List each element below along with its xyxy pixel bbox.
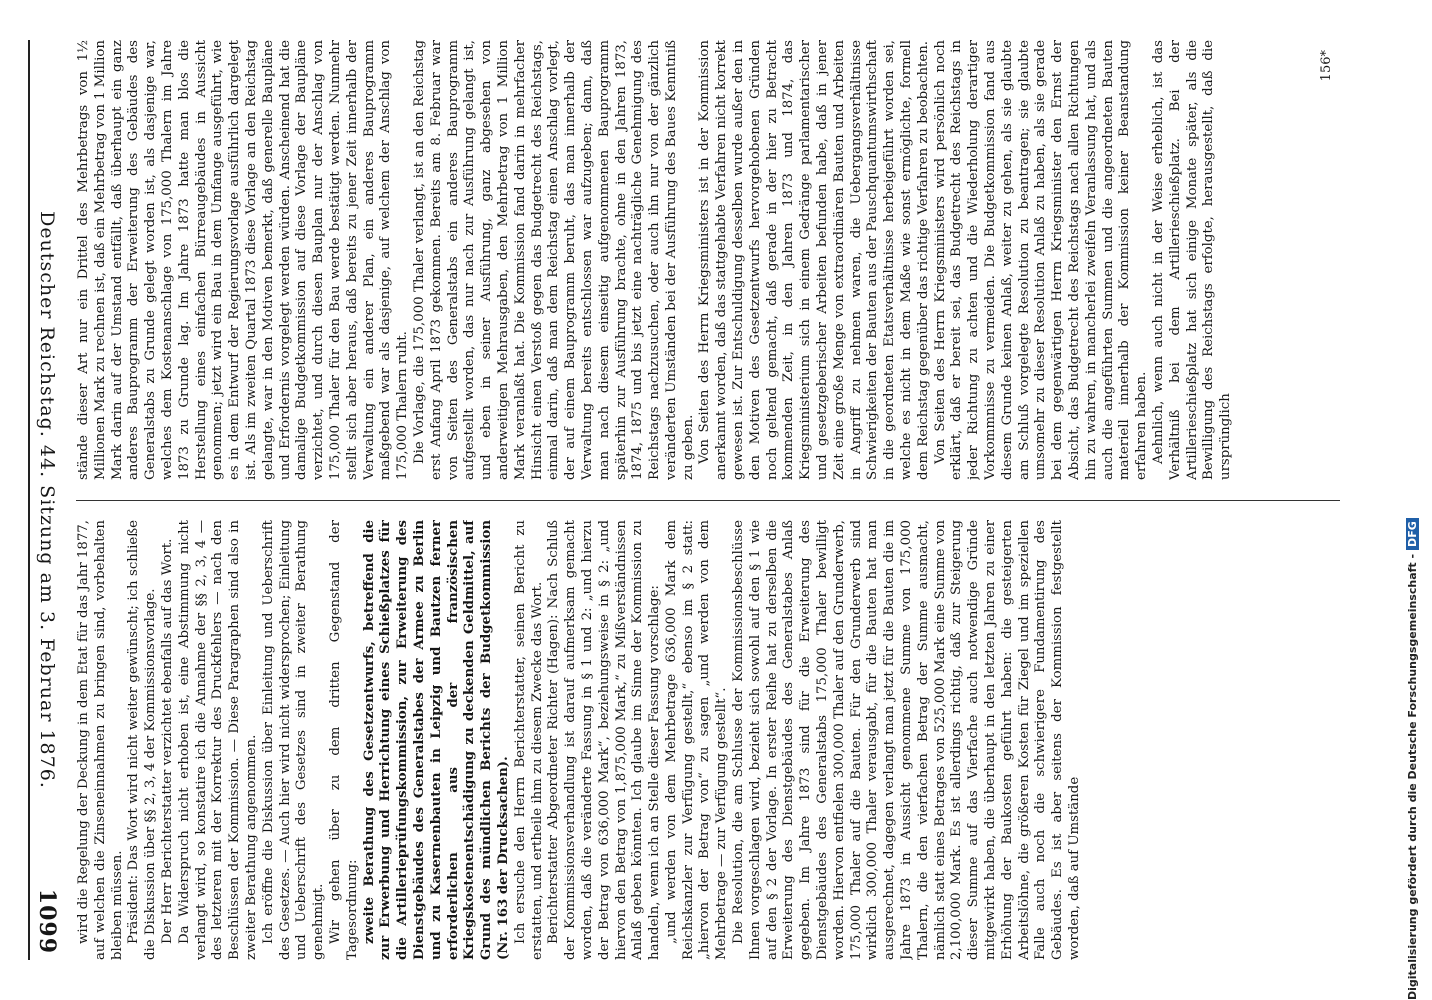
right-column: [76, 40, 1340, 480]
right-paragraph-3: Von Seiten des Herrn Kriegsministers ist in der Kommission anerkannt worden, daß das stattgehabte Verfahren nicht korrekt gewesen ist. Zur Entschuldigung desselben wurde außer den in den Motiven des Gesetzentwurfs hervorgehobenen Gründen noch geltend gemacht, daß gerade in der hier zu Betracht kommenden Zeit, in den Jahren 1873 und 1874, das Kriegsministerium sich in einem Gedränge parlamentarischer und gesetzgeberischer Arbeiten befunden habe, daß in jener Zeit eine große Menge von extraordinären Bauten und Arbeiten in Angriff zu nehmen waren, die Uebergangsverhältnisse Schwierigkeiten der Bauten aus der Pauschquantumswirthschaft in die geordneten Etatsverhältnisse herbeigeführt worden sei, welche es nicht in dem Maße wie sonst ermöglichte, formell dem Reichstag gegenüber das richtige Verfahren zu beobachten.: [697, 40, 931, 480]
digitization-note: Digitalisierung gefördert durch die Deutsche Forschungsgemeinschaft -: [1406, 553, 1419, 1000]
left-paragraph-2: Präsident: Das Wort wird nicht weiter gewünscht; ich schließe die Diskussion über §§ 2, 3, 4 der Kommissionsvorlage.: [126, 520, 159, 960]
page-header: [28, 40, 60, 960]
column-divider: [76, 500, 1340, 501]
right-paragraph-5: Aehnlich, wenn auch nicht in der Weise erheblich, ist das Verhältniß bei dem Artillerieschießplatz. Bei der Artillerieschießplatz hat sich einige Monate später, als die Bewilligung des Reichstags erfolgte, herausgestellt, daß die ursprünglich: [1151, 40, 1234, 480]
digitization-credit: [1406, 518, 1419, 1000]
running-title: Deutscher Reichstag. 44. Sitzung am 3. Februar 1876.: [36, 211, 58, 789]
left-paragraph-8: Ich ersuche den Herrn Berichterstatter, seinen Bericht zu erstatten, und ertheile ihm zu diesem Zwecke das Wort.: [512, 520, 545, 960]
rapporteur-statement: Berichterstatter Abgeordneter Richter (Hagen): Nach Schluß der Kommissionsverhandlung ist darauf aufmerksam gemacht worden, daß die veränderte Fassung in § 1 und 2: „und hierzu der Betrag von 636,000 Mark“, beziehungsweise in § 2: „und hiervon den Betrag von 1,875,000 Mark,“ zu Mißverständnissen Anlaß geben könnten. Ich glaube im Sinne der Kommission zu handeln, wenn ich an Stelle dieser Fassung vorschlage:: [546, 520, 663, 960]
agenda-item: zweite Berathung des Gesetzentwurfs, betreffend die zur Erwerbung und Herrichtung eines Schießplatzes für die Artillerieprüfungskommission, zur Erweiterung des Dienstgebäudes des Generalstabes der Armee zu Berlin und zu Kasernenbauten in Leipzig und Bautzen ferner erforderlichen aus der französischen Kriegskostenentschädigung zu deckenden Geldmittel, auf Grund des mündlichen Berichts der Budgetkommission (Nr. 163 der Drucksachen).: [361, 520, 511, 960]
dfg-badge: DFG: [1406, 518, 1419, 550]
left-column: [76, 520, 1340, 960]
left-paragraph-10: „und werden von dem Mehrbetrage 636,000 Mark dem Reichskanzler zur Verfügung gestellt,“ ebenso im § 2 statt: „hiervon der Betrag von“ zu sagen „und werden von dem Mehrbetrage — zur Verfügung gestellt“.: [663, 520, 730, 960]
right-paragraph-1: stände dieser Art nur ein Drittel des Mehrbetrags von 1½ Millionen Mark zu rechnen ist, daß ein Mehrbetrag von 1 Million Mark darin auf der Umstand entfällt, daß überhaupt ein ganz anderes Bauprogramm der Erweiterung des Gebäudes des Generalstabs zu Grunde gelegt worden ist, als dasjenige war, welches dem Kostenanschlage von 175,000 Thalern im Jahre 1873 zu Grunde lag. Im Jahre 1873 hatte man blos die Herstellung eines einfachen Bürreaugebäudes in Aussicht genommen; jetzt wird ein Bau in dem Umfange ausgeführt, wie es in dem Entwurf der Regierungsvorlage ausführlich dargelegt ist. Als im zweiten Quartal 1873 diese Vorlage an den Reichstag gelangte, war in den Motiven bemerkt, daß generelle Baupläne und Erfordernis vorgelegt werden würden. Anscheinend hat die damalige Budgetkommission auf diese Vorlage der Baupläne verzichtet, und durch diesen Bauplan nur der Anschlag von 175,000 Thaler für den Bau werde bestätigt werden. Nunmehr stellt sich aber heraus, daß bereits zu jener Zeit innerhalb der Verwaltung ein anderer Plan, ein anderes Bauprogramm maßgebend war als dasjenige, auf welchem der Anschlag von 175,000 Thalern ruht.: [76, 40, 411, 480]
right-paragraph-2: Die Vorlage, die 175,000 Thaler verlangt, ist an den Reichstag erst Anfang April 1873 gekommen. Bereits am 8. Februar war von Seiten des Generalstabs ein anderes Bauprogramm aufgestellt worden, das nur nach zur Ausführung gelangt ist, und eben in seiner Ausführung, ganz abgesehen von anderweitigen Mehrausgaben, den Mehrbetrag von 1 Million Mark veranlaßt hat. Die Kommission fand darin in mehrfacher Hinsicht einen Verstoß gegen das Budgetrecht des Reichstags, einmal darin, daß man dem Reichstag einen Anschlag vorlegt, der auf einem Bauprogramm beruht, das man innerhalb der Verwaltung bereits entschlossen war aufzugeben; dann, daß man nach diesem einseitig aufgenommenen Bauprogramm späterhin zur Ausführung brachte, ohne in den Jahren 1873, 1874, 1875 und bis jetzt eine nachträgliche Genehmigung des Reichstags nachzusuchen, oder auch ihn nur von der gänzlich veränderten Umständen bei der Ausführung des Baues Kenntniß zu geben.: [411, 40, 696, 480]
left-paragraph-5: Ich eröffne die Diskussion über Einleitung und Ueberschrift des Gesetzes. — Auch hier wird nicht widersprochen; Einleitung und Ueberschrift des Gesetzes sind in zweiter Berathung genehmigt.: [260, 520, 327, 960]
left-paragraph-3: Der Herr Berichterstatter verzichtet ebenfalls auf das Wort.: [159, 538, 175, 944]
left-paragraph-11: Die Resolution, die am Schlusse der Kommissionsbeschlüsse Ihnen vorgeschlagen wird, bezieht sich sowohl auf den § 1 wie auf den § 2 der Vorlage. In erster Reihe hat zu derselben die Erweiterung des Dienstgebäudes des Generalstabes Anlaß gegeben. Im Jahre 1873 sind für die Erweiterung des Dienstgebäudes des Generalstabs 175,000 Thaler bewilligt worden. Hiervon entfielen 300,000 Thaler auf den Grunderwerb, 175,000 Thaler auf die Bauten. Für den Grunderwerb sind wirklich 300,000 Thaler verausgabt, für die Bauten hat man ausgerechnet, dagegen verlangt man jetzt für die Bauten die im Jahre 1873 in Aussicht genommene Summe von 175,000 Thalern, die den vierfachen Betrag der Summe ausmacht, nämlich statt eines Betrages von 525,000 Mark eine Summe von 2,100,000 Mark. Es ist allerdings richtig, daß zur Steigerung dieser Summe auf das Vierfache auch notwendige Gründe mitgewirkt haben, die überhaupt in den letzten Jahren zu einer Erhöhung der Baukosten geführt haben: die gesteigerten Arbeitslöhne, die größeren Kosten für Ziegel und im speziellen Falle auch noch die schwierigere Fundamentirung des Gebäudes. Es ist aber seitens der Kommission festgestellt worden, daß auf Umstände: [731, 520, 1083, 960]
page-body: [76, 40, 1340, 960]
page-number: 1099: [34, 888, 60, 954]
left-paragraph-1: wird die Regelung der Deckung in dem Etat für das Jahr 1877, auf welchen die Zinseneinnahmen zu bringen sind, vorbehalten bleiben müssen.: [76, 520, 125, 960]
left-paragraph-4: Da Widerspruch nicht erhoben ist, eine Abstimmung nicht verlangt wird, so konstatire ich die Annahme der §§ 2, 3, 4 — des letzteren mit der Korrektur des Druckfehlers — nach den Beschlüssen der Kommission. — Diese Paragraphen sind also in zweiter Berathung angenommen.: [176, 520, 259, 960]
signature-mark: 156*: [1319, 50, 1335, 82]
right-paragraph-4: Von Seiten des Herrn Kriegsministers wird persönlich noch erklärt, daß er bereit sei, das Budgetrecht des Reichstags in jeder Richtung zu achten und die Wiederholung derartiger Vorkommnisse zu vermeiden. Die Budgetkommission fand aus diesem Grunde keinen Anlaß, weiter zu gehen, als sie glaubte am Schluß vorgelegte Resolution zu beantragen; sie glaubte umsomehr zu dieser Resolution Anlaß zu haben, als sie gerade bei dem gegenwärtigen Herrn Kriegsminister den Ernst der Absicht, das Budgetrecht des Reichstags nach allen Richtungen hin zu wahren, in mancherlei zweifeln Veranlassung hat, und als auch die angeführten Summen und die angeordneten Bauten materiell innerhalb der Kommission keiner Beanstandung erfahren haben.: [932, 40, 1150, 480]
left-paragraph-6: Wir gehen über zu dem dritten Gegenstand der Tagesordnung:: [327, 520, 360, 960]
